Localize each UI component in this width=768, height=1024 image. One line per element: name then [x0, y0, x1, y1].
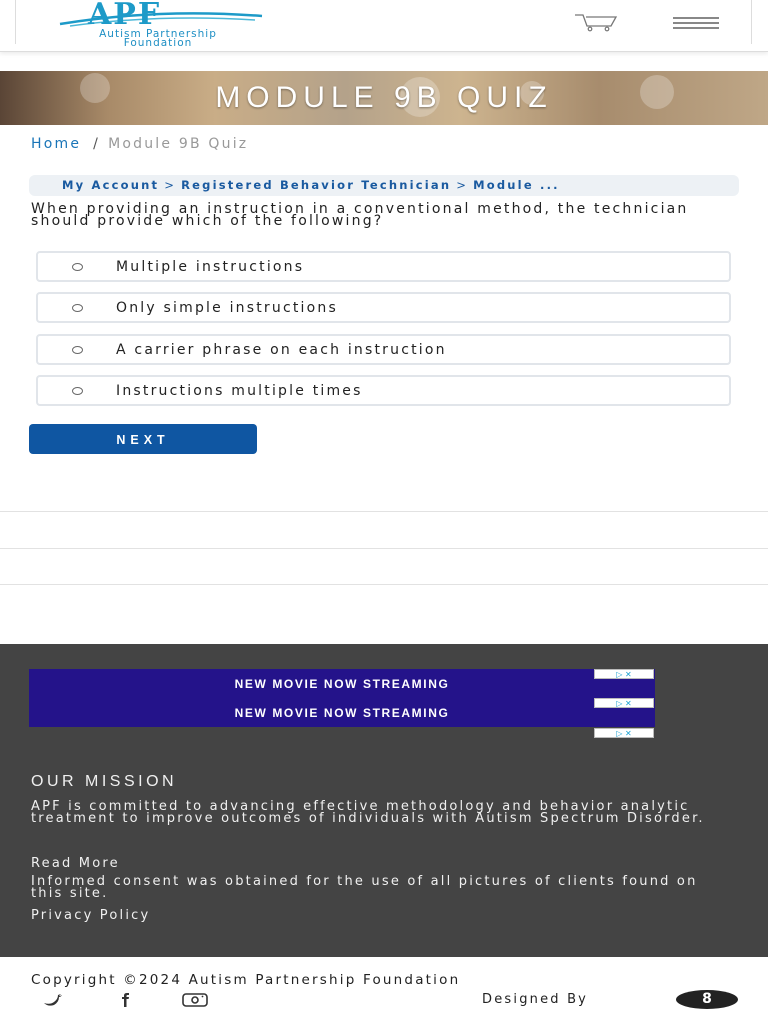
quiz-option[interactable]: [36, 292, 731, 323]
account-breadcrumb-my-account[interactable]: My Account: [62, 178, 160, 192]
header-divider-right: [751, 0, 752, 44]
ad-choices-badge[interactable]: ▷ ✕: [594, 698, 654, 708]
quiz-option-label: Only simple instructions: [116, 300, 338, 316]
copyright-text: Copyright ©2024 Autism Partnership Foundation: [31, 972, 461, 988]
ad-banner[interactable]: [29, 669, 655, 727]
apf-logo[interactable]: [50, 0, 266, 49]
designer-badge[interactable]: 8: [676, 990, 738, 1009]
breadcrumb-current: Module 9B Quiz: [108, 136, 249, 152]
consent-text: Informed consent was obtained for the use of all pictures of clients found on this site.: [31, 874, 698, 901]
mission-heading: OUR MISSION: [31, 773, 178, 790]
radio-button[interactable]: [72, 263, 83, 271]
quiz-question: When providing an instruction in a conventional method, the technician should provide which of the following?: [31, 201, 689, 229]
next-button[interactable]: NEXT: [29, 424, 257, 454]
hamburger-menu-icon[interactable]: [673, 14, 719, 30]
quiz-option[interactable]: [36, 334, 731, 365]
account-breadcrumb-module[interactable]: Module ...: [473, 178, 560, 192]
ad-text-line1: NEW MOVIE NOW STREAMING: [234, 677, 450, 691]
account-breadcrumb-separator: >: [456, 178, 469, 192]
account-breadcrumb-separator: >: [164, 178, 177, 192]
designed-by-text: Designed By: [482, 992, 589, 1007]
quiz-option-label: A carrier phrase on each instruction: [116, 342, 447, 358]
facebook-icon[interactable]: [112, 992, 138, 1006]
breadcrumb: [31, 136, 248, 152]
quiz-option[interactable]: [36, 375, 731, 406]
site-header: [0, 0, 768, 52]
privacy-policy-link[interactable]: Privacy Policy: [31, 908, 151, 923]
divider: [0, 511, 768, 512]
breadcrumb-separator: /: [93, 136, 101, 152]
instagram-icon[interactable]: [182, 992, 208, 1006]
account-breadcrumb: [29, 175, 739, 196]
account-breadcrumb-rbt[interactable]: Registered Behavior Technician: [181, 178, 452, 192]
ad-choices-badge[interactable]: ▷ ✕: [594, 669, 654, 679]
breadcrumb-home-link[interactable]: Home: [31, 136, 82, 152]
ad-choices-badge[interactable]: ▷ ✕: [594, 728, 654, 738]
radio-button[interactable]: [72, 304, 83, 312]
divider: [0, 584, 768, 585]
divider: [0, 548, 768, 549]
page-banner: [0, 71, 768, 125]
mission-text: APF is committed to advancing effective methodology and behavior analytic treatment to improve outcomes of individuals with Autism Spectrum Disorder.: [31, 799, 705, 826]
logo-text-line1: Autism Partnership: [99, 28, 217, 40]
radio-button[interactable]: [72, 346, 83, 354]
logo-mark: APF: [88, 0, 162, 32]
quiz-option-label: Multiple instructions: [116, 259, 305, 275]
header-divider-left: [15, 0, 16, 44]
radio-button[interactable]: [72, 387, 83, 395]
read-more-link[interactable]: Read More: [31, 856, 120, 871]
twitter-icon[interactable]: [42, 992, 68, 1006]
logo-text-line2: Foundation: [123, 37, 193, 49]
quiz-option[interactable]: [36, 251, 731, 282]
cart-icon[interactable]: [574, 12, 620, 32]
page-title: MODULE 9B QUIZ: [215, 81, 553, 114]
quiz-option-label: Instructions multiple times: [116, 383, 363, 399]
ad-text-line2: NEW MOVIE NOW STREAMING: [234, 706, 450, 720]
